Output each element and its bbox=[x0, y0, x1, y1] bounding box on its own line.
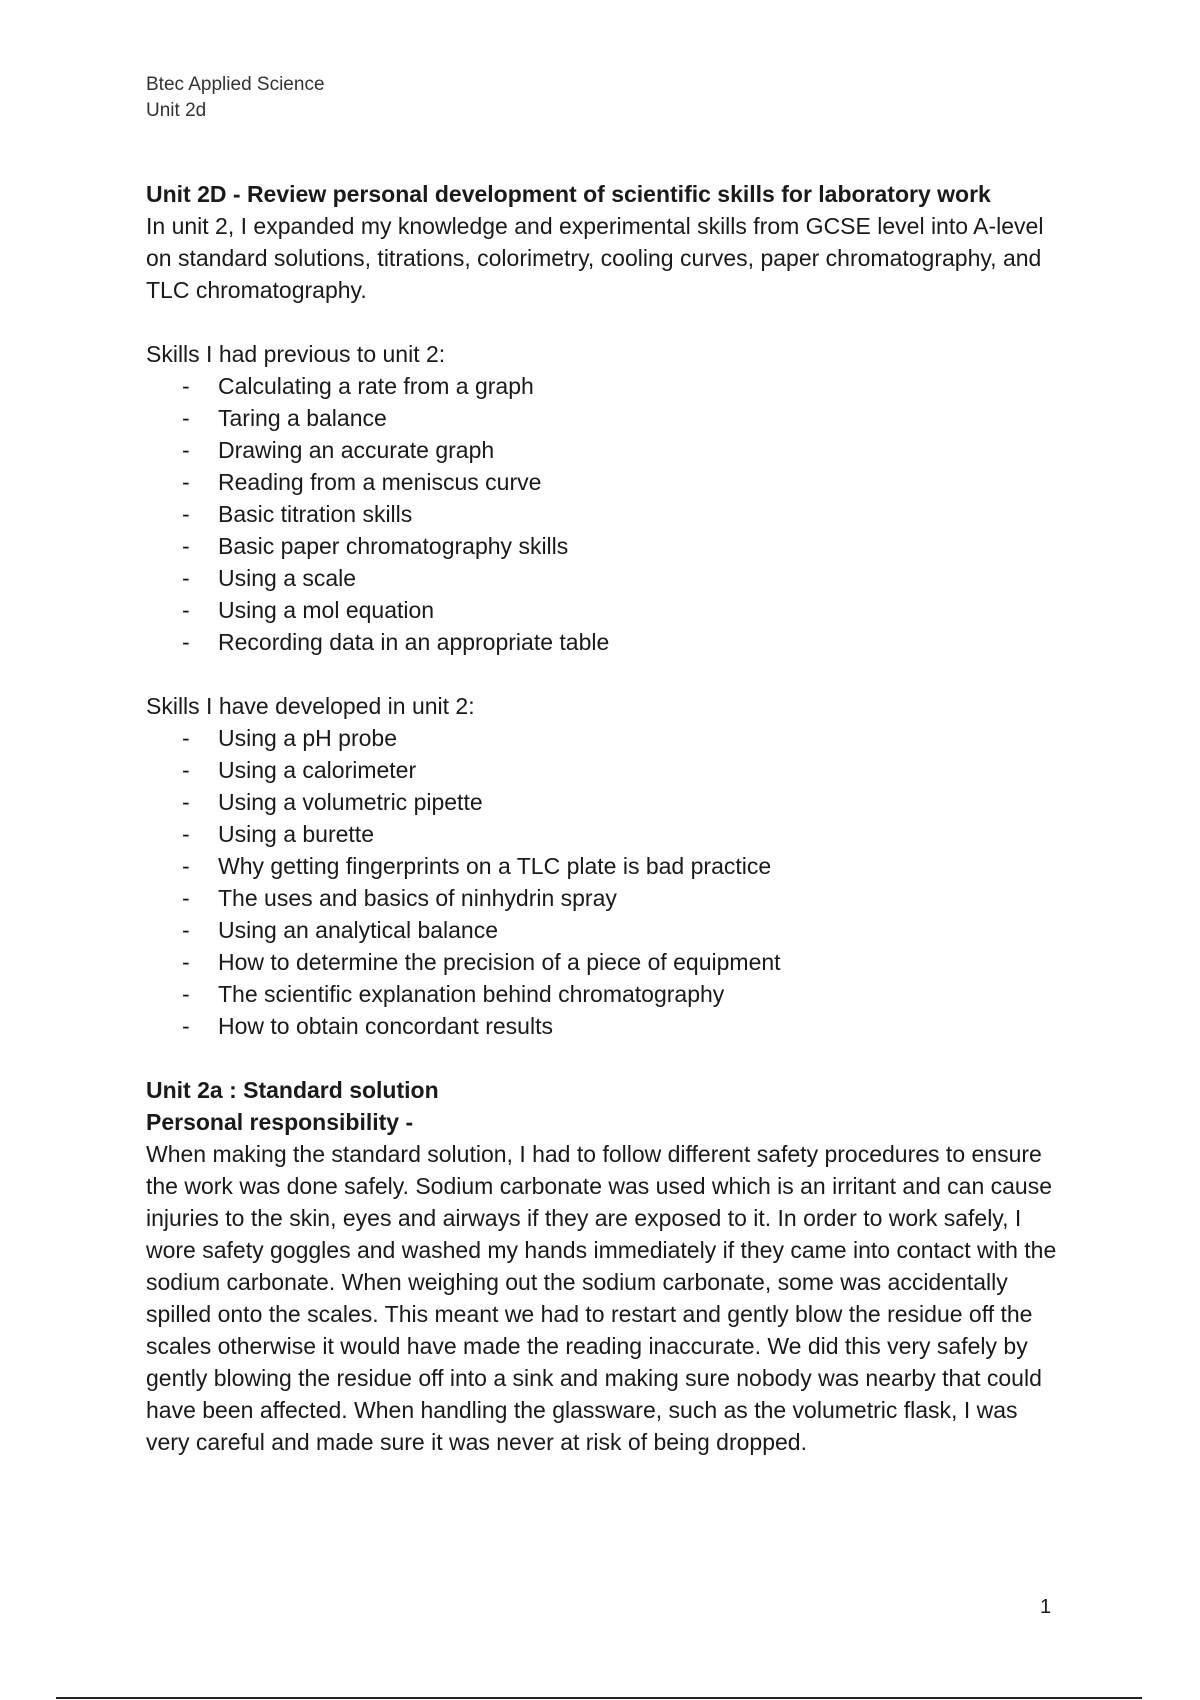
list-bullet-dash: - bbox=[182, 725, 190, 751]
list-bullet-dash: - bbox=[182, 373, 190, 399]
list-bullet-dash: - bbox=[182, 533, 190, 559]
list-item-text: Why getting fingerprints on a TLC plate is bad practice bbox=[218, 853, 772, 879]
list-bullet-dash: - bbox=[182, 789, 190, 815]
list-item bbox=[146, 530, 1066, 562]
page-number: 1 bbox=[1040, 1596, 1052, 1618]
section-subtitle-personal-responsibility: Personal responsibility - bbox=[146, 1109, 414, 1135]
list-bullet-dash: - bbox=[182, 1013, 190, 1039]
list-item bbox=[146, 370, 1066, 402]
spacer bbox=[146, 306, 1066, 338]
list-item-text: How to determine the precision of a piece of equipment bbox=[218, 949, 781, 975]
list-item bbox=[146, 1010, 1066, 1042]
spacer bbox=[146, 658, 1066, 690]
list-item bbox=[146, 946, 1066, 978]
list-bullet-dash: - bbox=[182, 821, 190, 847]
list-item-text: The scientific explanation behind chromatography bbox=[218, 981, 725, 1007]
list-item bbox=[146, 466, 1066, 498]
previous-skills-heading: Skills I had previous to unit 2: bbox=[146, 341, 446, 367]
list-item-text: Drawing an accurate graph bbox=[218, 437, 495, 463]
list-item bbox=[146, 978, 1066, 1010]
page-header bbox=[146, 72, 325, 124]
list-item-text: Using a burette bbox=[218, 821, 374, 847]
list-item bbox=[146, 562, 1066, 594]
list-bullet-dash: - bbox=[182, 885, 190, 911]
list-item bbox=[146, 786, 1066, 818]
list-item-text: Recording data in an appropriate table bbox=[218, 629, 610, 655]
list-item-text: Using a scale bbox=[218, 565, 357, 591]
list-bullet-dash: - bbox=[182, 917, 190, 943]
developed-skills-list bbox=[146, 722, 1066, 1042]
list-item bbox=[146, 850, 1066, 882]
footer-divider bbox=[56, 1697, 1142, 1699]
list-item bbox=[146, 754, 1066, 786]
previous-skills-list bbox=[146, 370, 1066, 658]
list-item-text: Using an analytical balance bbox=[218, 917, 499, 943]
list-bullet-dash: - bbox=[182, 501, 190, 527]
list-item bbox=[146, 626, 1066, 658]
list-bullet-dash: - bbox=[182, 469, 190, 495]
list-bullet-dash: - bbox=[182, 981, 190, 1007]
list-bullet-dash: - bbox=[182, 853, 190, 879]
list-bullet-dash: - bbox=[182, 565, 190, 591]
list-item-text: Basic paper chromatography skills bbox=[218, 533, 569, 559]
list-item-text: Taring a balance bbox=[218, 405, 387, 431]
spacer bbox=[146, 1042, 1066, 1074]
list-item bbox=[146, 818, 1066, 850]
list-item-text: Using a pH probe bbox=[218, 725, 397, 751]
list-item bbox=[146, 402, 1066, 434]
list-item-text: Calculating a rate from a graph bbox=[218, 373, 534, 399]
developed-skills-heading: Skills I have developed in unit 2: bbox=[146, 693, 475, 719]
list-item bbox=[146, 882, 1066, 914]
document-body bbox=[146, 178, 1066, 1458]
document-title: Unit 2D - Review personal development of scientific skills for laboratory work bbox=[146, 181, 991, 207]
list-bullet-dash: - bbox=[182, 629, 190, 655]
list-bullet-dash: - bbox=[182, 757, 190, 783]
list-item-text: Using a calorimeter bbox=[218, 757, 417, 783]
course-name: Btec Applied Science bbox=[146, 74, 325, 95]
unit-label: Unit 2d bbox=[146, 100, 207, 121]
list-item-text: The uses and basics of ninhydrin spray bbox=[218, 885, 617, 911]
list-bullet-dash: - bbox=[182, 949, 190, 975]
list-item-text: Using a mol equation bbox=[218, 597, 435, 623]
list-bullet-dash: - bbox=[182, 597, 190, 623]
list-item-text: How to obtain concordant results bbox=[218, 1013, 553, 1039]
unit-2a-paragraph: When making the standard solution, I had to follow different safety procedures to ensure the work was done safely. Sodium carbonate was used which is an irritant and can cause injuries to the skin, eyes and airways if they are exposed to it. In order to work safely, I wore safety goggles and washed my hands immediately if they came into contact with the sodium carbonate. When weighing out the sodium carbonate, some was accidentally spilled onto the scales. This meant we had to restart and gently blow the residue off the scales otherwise it would have made the reading inaccurate. We did this very safely by gently blowing the residue off into a sink and making sure nobody was nearby that could have been affected. When handling the glassware, such as the volumetric flask, I was very careful and made sure it was never at risk of being dropped. bbox=[146, 1141, 1057, 1455]
list-item bbox=[146, 914, 1066, 946]
section-title-unit-2a: Unit 2a : Standard solution bbox=[146, 1077, 439, 1103]
list-item-text: Reading from a meniscus curve bbox=[218, 469, 542, 495]
list-bullet-dash: - bbox=[182, 437, 190, 463]
list-item bbox=[146, 722, 1066, 754]
list-bullet-dash: - bbox=[182, 405, 190, 431]
list-item bbox=[146, 594, 1066, 626]
list-item-text: Using a volumetric pipette bbox=[218, 789, 483, 815]
list-item bbox=[146, 498, 1066, 530]
list-item-text: Basic titration skills bbox=[218, 501, 413, 527]
list-item bbox=[146, 434, 1066, 466]
intro-paragraph: In unit 2, I expanded my knowledge and experimental skills from GCSE level into A-level on standard solutions, titrations, colorimetry, cooling curves, paper chromatography, and TLC chromatography. bbox=[146, 213, 1044, 303]
